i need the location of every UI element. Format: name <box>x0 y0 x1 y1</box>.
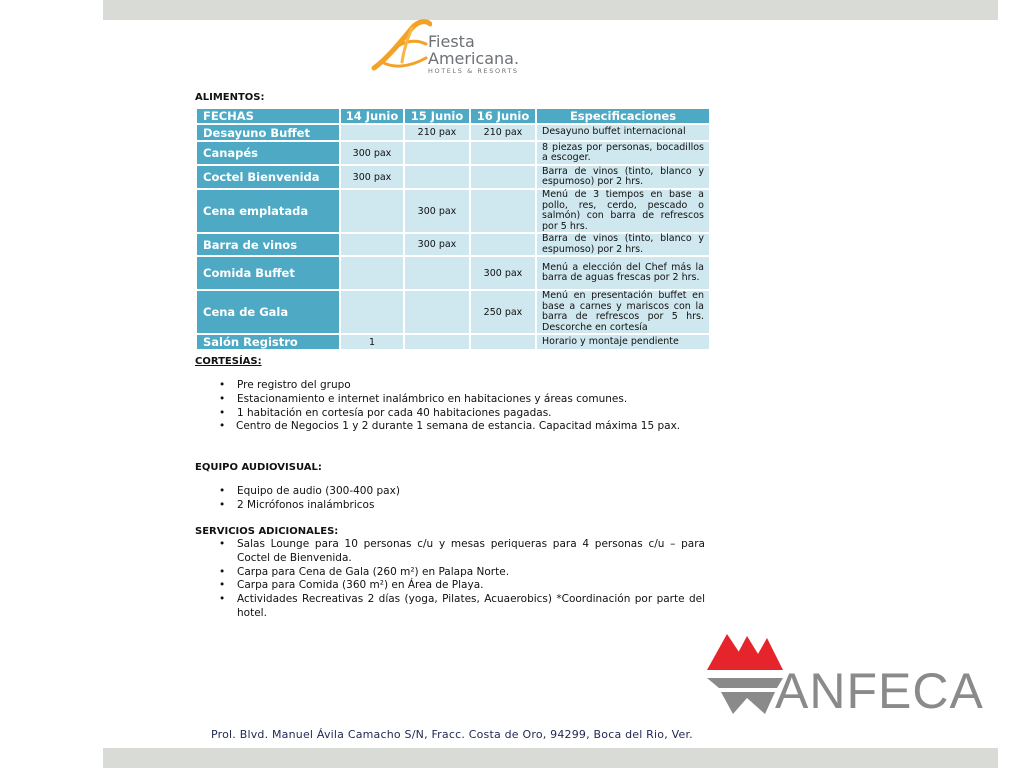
cell-15-junio <box>405 257 469 289</box>
cell-14-junio <box>341 234 403 255</box>
row-label: Canapés <box>197 142 339 164</box>
cell-spec: Menú de 3 tiempos en base a pollo, res, cerdo, pescado o salmón) con barra de refrescos por 5 hrs. <box>537 190 709 232</box>
list-item: • 1 habitación en cortesía por cada 40 habitaciones pagadas. <box>215 407 710 421</box>
list-item: • Carpa para Cena de Gala (260 m²) en Palapa Norte. <box>215 566 705 580</box>
row-label: Coctel Bienvenida <box>197 166 339 188</box>
table-row <box>197 291 709 333</box>
header-15-junio: 15 Junio <box>405 109 469 123</box>
cell-16-junio: 300 pax <box>471 257 535 289</box>
anfeca-wordmark: ANFECA <box>775 663 984 719</box>
cell-spec: 8 piezas por personas, bocadillos a escoger. <box>537 142 709 164</box>
table-row <box>197 234 709 255</box>
header-fechas: FECHAS <box>197 109 339 123</box>
row-label: Desayuno Buffet <box>197 125 339 140</box>
cell-14-junio <box>341 257 403 289</box>
audiovisual-list <box>215 485 710 513</box>
cell-spec: Menú en presentación buffet en base a carnes y mariscos con la barra de refrescos por 5 hrs. Descorche en cortesía <box>537 291 709 333</box>
list-item: • Salas Lounge para 10 personas c/u y mesas periqueras para 4 personas c/u – para Coctel de Bienvenida. <box>215 538 705 566</box>
cell-spec: Desayuno buffet internacional <box>537 125 709 140</box>
list-item: • Carpa para Comida (360 m²) en Área de Playa. <box>215 579 705 593</box>
fiesta-americana-swirl-icon <box>368 18 432 80</box>
row-label: Comida Buffet <box>197 257 339 289</box>
header-especificaciones: Especificaciones <box>537 109 709 123</box>
list-item: • Equipo de audio (300-400 pax) <box>215 485 710 499</box>
cell-spec: Barra de vinos (tinto, blanco y espumoso) por 2 hrs. <box>537 234 709 255</box>
cell-16-junio <box>471 142 535 164</box>
table-row <box>197 335 709 349</box>
cell-16-junio: 210 pax <box>471 125 535 140</box>
cell-14-junio <box>341 291 403 333</box>
cortesias-list <box>215 379 710 434</box>
fiesta-americana-logo <box>368 18 543 84</box>
table-row <box>197 125 709 140</box>
row-label: Cena emplatada <box>197 190 339 232</box>
logo-line-3: HOTELS & RESORTS <box>428 67 519 75</box>
anfeca-logo <box>705 630 984 720</box>
row-label: Barra de vinos <box>197 234 339 255</box>
cell-15-junio: 300 pax <box>405 190 469 232</box>
cell-14-junio: 300 pax <box>341 142 403 164</box>
servicios-title: SERVICIOS ADICIONALES: <box>195 526 339 537</box>
cell-15-junio <box>405 291 469 333</box>
cell-16-junio <box>471 234 535 255</box>
cell-spec: Barra de vinos (tinto, blanco y espumoso) por 2 hrs. <box>537 166 709 188</box>
servicios-list <box>215 538 705 621</box>
table-row <box>197 142 709 164</box>
header-14-junio: 14 Junio <box>341 109 403 123</box>
list-item: • 2 Micrófonos inalámbricos <box>215 499 710 513</box>
list-item: • Centro de Negocios 1 y 2 durante 1 semana de estancia. Capacitad máxima 15 pax. <box>215 420 710 434</box>
table-row <box>197 190 709 232</box>
row-label: Cena de Gala <box>197 291 339 333</box>
row-label: Salón Registro <box>197 335 339 349</box>
cell-16-junio: 250 pax <box>471 291 535 333</box>
cell-15-junio <box>405 335 469 349</box>
alimentos-title: ALIMENTOS: <box>195 92 265 103</box>
cell-15-junio <box>405 166 469 188</box>
cell-spec: Menú a elección del Chef más la barra de aguas frescas por 2 hrs. <box>537 257 709 289</box>
cell-16-junio <box>471 166 535 188</box>
alimentos-table <box>195 107 711 351</box>
table-header-row <box>197 109 709 123</box>
top-band <box>103 0 998 20</box>
cell-14-junio: 1 <box>341 335 403 349</box>
cell-14-junio <box>341 125 403 140</box>
header-16-junio: 16 Junio <box>471 109 535 123</box>
bottom-band <box>103 748 998 768</box>
table-row <box>197 257 709 289</box>
footer-address: Prol. Blvd. Manuel Ávila Camacho S/N, Fracc. Costa de Oro, 94299, Boca del Rio, Ver. <box>211 728 693 741</box>
cell-15-junio <box>405 142 469 164</box>
cell-15-junio: 210 pax <box>405 125 469 140</box>
cell-16-junio <box>471 190 535 232</box>
table-row <box>197 166 709 188</box>
list-item: • Pre registro del grupo <box>215 379 710 393</box>
cell-14-junio: 300 pax <box>341 166 403 188</box>
cell-16-junio <box>471 335 535 349</box>
logo-line-1: Fiesta <box>428 32 475 51</box>
cell-14-junio <box>341 190 403 232</box>
cell-spec: Horario y montaje pendiente <box>537 335 709 349</box>
list-item: • Actividades Recreativas 2 días (yoga, Pilates, Acuaerobics) *Coordinación por parte del hotel. <box>215 593 705 621</box>
logo-line-2: Americana. <box>428 49 520 68</box>
audiovisual-title: EQUIPO AUDIOVISUAL: <box>195 462 322 473</box>
cortesias-title: CORTESÍAS: <box>195 356 262 367</box>
cell-15-junio: 300 pax <box>405 234 469 255</box>
list-item: • Estacionamiento e internet inalámbrico en habitaciones y áreas comunes. <box>215 393 710 407</box>
